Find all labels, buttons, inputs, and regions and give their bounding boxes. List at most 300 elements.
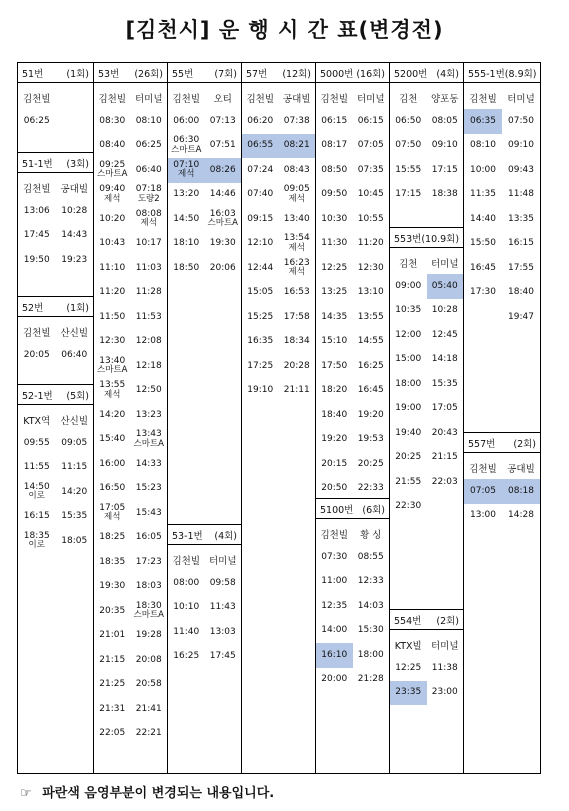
time-row xyxy=(316,330,389,355)
time-cell xyxy=(427,421,464,446)
footer-note xyxy=(20,782,274,801)
endpoint-label: 김천빌 xyxy=(22,94,51,105)
time-cell xyxy=(353,428,390,453)
route-column xyxy=(168,63,242,773)
departure-time: 22:30 xyxy=(395,501,422,511)
time-cell xyxy=(353,232,390,257)
time-cell xyxy=(56,529,94,554)
endpoints-row xyxy=(390,634,463,656)
route-header xyxy=(464,63,540,83)
departure-time: 06:40 xyxy=(61,349,88,360)
via-note: 제석 xyxy=(288,267,305,278)
departure-time: 13:54 xyxy=(283,233,310,244)
departure-time: 09:10 xyxy=(508,140,534,150)
via-note: 스마트A xyxy=(133,610,164,621)
endpoint-label: 김천 xyxy=(399,259,418,270)
route-number: 5100번 xyxy=(320,504,354,516)
time-cell xyxy=(168,620,205,645)
time-cell xyxy=(353,379,390,404)
time-cell xyxy=(353,354,390,379)
route-section xyxy=(390,609,463,705)
time-cell xyxy=(390,372,427,397)
time-cell xyxy=(316,134,353,159)
time-row xyxy=(390,421,463,446)
departure-time: 11:55 xyxy=(23,462,50,472)
via-note: 이로 xyxy=(28,540,45,551)
endpoints-row xyxy=(18,321,93,343)
time-cell xyxy=(242,256,279,281)
route-number: 51번 xyxy=(22,68,44,80)
time-row xyxy=(94,526,167,551)
time-row xyxy=(94,673,167,698)
endpoint-label: 공대빌 xyxy=(60,184,89,195)
time-row xyxy=(390,397,463,422)
route-column xyxy=(316,63,390,773)
time-row xyxy=(94,428,167,453)
departure-time: 07:18 xyxy=(135,184,162,195)
time-row xyxy=(464,109,540,134)
time-row xyxy=(316,183,389,208)
time-row xyxy=(94,452,167,477)
trip-count: (8.9회) xyxy=(504,68,537,80)
time-cell xyxy=(205,645,242,670)
time-row xyxy=(94,722,167,747)
departure-time: 14:33 xyxy=(135,458,162,469)
departure-time: 16:53 xyxy=(283,287,310,297)
departure-time: 10:45 xyxy=(357,189,384,199)
time-row xyxy=(316,158,389,183)
departure-time: 16:45 xyxy=(357,385,384,395)
trip-count: (7회) xyxy=(214,68,237,80)
departure-time: 23:35 xyxy=(395,687,422,697)
time-cell xyxy=(131,599,168,624)
time-cell xyxy=(316,594,353,619)
endpoints-row xyxy=(18,87,93,109)
time-cell xyxy=(427,470,464,495)
time-cell xyxy=(353,281,390,306)
time-cell xyxy=(390,397,427,422)
departure-time: 17:25 xyxy=(247,360,274,371)
route-number: 553번 xyxy=(394,233,422,245)
route-header xyxy=(168,63,241,83)
departure-time: 20:06 xyxy=(209,262,236,273)
time-row xyxy=(464,183,540,208)
pointing-hand-icon: ☞ xyxy=(20,786,32,801)
time-cell xyxy=(242,379,279,404)
departure-time: 21:15 xyxy=(431,452,458,462)
departure-time: 11:48 xyxy=(508,189,534,199)
time-row xyxy=(316,619,389,644)
departure-time: 17:05 xyxy=(99,502,126,513)
time-cell xyxy=(205,109,242,134)
time-cell xyxy=(464,183,502,208)
via-note: 스마트A xyxy=(97,169,128,180)
departure-time: 11:03 xyxy=(135,262,162,273)
route-column xyxy=(464,63,540,773)
route-header xyxy=(168,525,241,545)
route-section xyxy=(168,63,241,281)
departure-time: 11:30 xyxy=(321,238,348,248)
time-cell xyxy=(131,501,168,526)
departure-time: 08:55 xyxy=(357,551,384,562)
changed-time-cell xyxy=(316,643,353,668)
endpoints-row xyxy=(464,87,540,109)
departure-time: 13:20 xyxy=(173,189,200,199)
departure-time: 15:55 xyxy=(395,164,422,175)
departure-time: 06:25 xyxy=(135,140,162,150)
departure-time: 07:24 xyxy=(247,164,274,175)
route-number: 52-1번 xyxy=(22,390,53,402)
time-cell xyxy=(464,232,502,257)
time-cell xyxy=(279,379,316,404)
departure-time: 12:50 xyxy=(135,385,162,395)
time-cell xyxy=(131,648,168,673)
timetable-board xyxy=(17,62,541,774)
departure-time: 14:00 xyxy=(321,625,348,635)
time-cell xyxy=(316,619,353,644)
time-cell xyxy=(131,354,168,379)
route-section xyxy=(242,63,315,403)
time-cell xyxy=(279,256,316,281)
departure-time: 20:15 xyxy=(321,458,348,469)
endpoints-row xyxy=(94,87,167,109)
time-cell xyxy=(94,183,131,208)
route-column xyxy=(94,63,168,773)
departure-time: 20:28 xyxy=(283,360,310,371)
time-cell xyxy=(94,281,131,306)
departure-time: 12:35 xyxy=(321,600,348,611)
time-cell xyxy=(279,354,316,379)
time-cell xyxy=(131,232,168,257)
time-row xyxy=(18,343,93,368)
time-cell xyxy=(94,550,131,575)
route-header xyxy=(242,63,315,83)
endpoint-label: 터미널 xyxy=(507,94,535,105)
time-cell xyxy=(205,134,242,159)
departure-time: 17:05 xyxy=(431,403,458,413)
time-cell xyxy=(279,330,316,355)
endpoints-row xyxy=(316,87,389,109)
endpoints-row xyxy=(168,87,241,109)
page-title: [김천시] 운 행 시 간 표(변경전) xyxy=(125,18,444,42)
departure-time: 06:40 xyxy=(135,164,162,175)
departure-time: 08:18 xyxy=(508,485,534,496)
time-cell xyxy=(56,505,94,530)
time-cell xyxy=(279,232,316,257)
endpoint-label: KTX역 xyxy=(23,416,51,427)
time-cell xyxy=(56,480,94,505)
time-cell xyxy=(94,428,131,453)
departure-time: 21:55 xyxy=(395,476,422,487)
time-cell xyxy=(18,248,56,273)
departure-time: 11:28 xyxy=(135,287,162,297)
time-cell xyxy=(427,158,464,183)
departure-time: 19:30 xyxy=(99,581,126,591)
departure-time: 09:05 xyxy=(61,437,88,448)
departure-time: 07:50 xyxy=(395,140,422,150)
time-cell xyxy=(18,456,56,481)
departure-time: 17:15 xyxy=(395,189,422,199)
trip-count: (10.9회) xyxy=(421,233,460,245)
departure-time: 15:00 xyxy=(395,354,422,364)
departure-time: 15:50 xyxy=(470,238,496,248)
time-row xyxy=(18,248,93,273)
time-cell xyxy=(390,421,427,446)
endpoint-label: 김천빌 xyxy=(98,94,127,105)
time-cell xyxy=(131,281,168,306)
departure-time: 12:45 xyxy=(431,329,458,340)
time-row xyxy=(94,256,167,281)
time-row xyxy=(390,323,463,348)
departure-time: 18:25 xyxy=(99,532,126,542)
departure-time: 06:15 xyxy=(321,115,348,126)
departure-time: 08:10 xyxy=(470,140,496,150)
departure-time: 14:40 xyxy=(470,213,496,224)
time-row xyxy=(18,456,93,481)
departure-time: 08:40 xyxy=(99,140,126,150)
time-row xyxy=(390,495,463,520)
trip-count: (1회) xyxy=(66,68,89,80)
departure-time: 07:13 xyxy=(209,115,236,126)
via-note: 스마트A xyxy=(171,144,202,155)
route-number: 52번 xyxy=(22,302,44,314)
departure-time: 06:30 xyxy=(173,135,200,146)
time-cell xyxy=(205,207,242,232)
time-row xyxy=(94,232,167,257)
departure-time: 18:05 xyxy=(61,535,88,546)
endpoints-row xyxy=(390,252,463,274)
departure-time: 09:58 xyxy=(209,577,236,588)
time-row xyxy=(94,697,167,722)
time-cell xyxy=(502,504,540,529)
departure-time: 10:00 xyxy=(470,164,496,175)
departure-time: 21:28 xyxy=(357,674,384,684)
time-cell xyxy=(390,134,427,159)
time-cell xyxy=(131,256,168,281)
time-row xyxy=(390,109,463,134)
time-row xyxy=(316,545,389,570)
time-cell xyxy=(242,330,279,355)
time-row xyxy=(168,645,241,670)
time-cell xyxy=(242,305,279,330)
time-row xyxy=(94,134,167,159)
time-cell xyxy=(168,232,205,257)
time-cell xyxy=(131,134,168,159)
time-cell xyxy=(205,256,242,281)
time-row xyxy=(168,207,241,232)
departure-time: 07:30 xyxy=(321,551,348,562)
time-cell xyxy=(94,256,131,281)
departure-time: 08:26 xyxy=(209,164,236,175)
endpoint-label: 터미널 xyxy=(430,259,459,270)
departure-time: 20:43 xyxy=(431,427,458,438)
time-cell xyxy=(131,403,168,428)
time-cell xyxy=(18,343,56,368)
departure-time: 07:35 xyxy=(357,164,384,175)
departure-time: 19:00 xyxy=(395,403,422,413)
via-note: 스마트A xyxy=(97,365,128,376)
departure-time: 15:35 xyxy=(61,511,88,521)
time-row xyxy=(464,281,540,306)
time-cell xyxy=(279,109,316,134)
time-cell xyxy=(427,495,464,520)
time-row xyxy=(316,354,389,379)
time-cell xyxy=(316,428,353,453)
trip-count: (2회) xyxy=(436,615,459,627)
route-number: 557번 xyxy=(468,438,496,450)
endpoint-label: 양포동 xyxy=(430,94,459,105)
time-row xyxy=(390,134,463,159)
endpoint-label: 김천빌 xyxy=(469,94,497,105)
departure-time: 18:00 xyxy=(395,378,422,389)
departure-time: 13:00 xyxy=(470,510,496,520)
departure-time: 06:15 xyxy=(357,115,384,126)
via-note: 제석 xyxy=(178,169,195,180)
departure-time: 18:10 xyxy=(173,238,200,248)
route-number: 5200번 xyxy=(394,68,428,80)
departure-time: 16:25 xyxy=(357,360,384,371)
time-cell xyxy=(353,256,390,281)
time-row xyxy=(242,134,315,159)
departure-time: 09:00 xyxy=(395,280,422,291)
time-cell xyxy=(390,299,427,324)
departure-time: 08:21 xyxy=(283,140,310,150)
trip-count: (16회) xyxy=(356,68,385,80)
departure-time: 06:20 xyxy=(247,115,274,126)
departure-time: 17:50 xyxy=(321,360,348,371)
time-cell xyxy=(502,134,540,159)
time-cell xyxy=(56,224,94,249)
departure-time: 14:55 xyxy=(357,336,384,346)
departure-time: 22:33 xyxy=(357,483,384,493)
departure-time: 19:53 xyxy=(357,434,384,444)
departure-time: 07:05 xyxy=(357,140,384,150)
time-cell xyxy=(279,305,316,330)
departure-time: 13:40 xyxy=(283,213,310,224)
departure-time: 21:11 xyxy=(283,385,310,395)
time-cell xyxy=(502,109,540,134)
departure-time: 14:46 xyxy=(209,189,236,199)
endpoint-label: 김천 xyxy=(399,94,418,105)
departure-time: 11:53 xyxy=(135,311,162,322)
time-cell xyxy=(242,354,279,379)
time-cell xyxy=(131,207,168,232)
time-row xyxy=(316,134,389,159)
time-row xyxy=(168,183,241,208)
departure-time: 19:10 xyxy=(247,385,274,395)
departure-time: 21:31 xyxy=(99,703,126,714)
departure-time: 21:25 xyxy=(99,679,126,689)
time-cell xyxy=(94,232,131,257)
departure-time: 17:30 xyxy=(470,287,496,297)
time-row xyxy=(94,330,167,355)
endpoint-label: 터미널 xyxy=(356,94,385,105)
endpoint-label: 터미널 xyxy=(430,641,459,652)
time-row xyxy=(316,109,389,134)
changed-time-cell xyxy=(242,134,279,159)
time-cell xyxy=(242,207,279,232)
route-section xyxy=(390,63,463,207)
departure-time: 11:40 xyxy=(173,626,200,637)
departure-time: 18:40 xyxy=(321,409,348,420)
departure-time: 15:40 xyxy=(99,434,126,444)
via-note: 제석 xyxy=(288,242,305,253)
time-cell xyxy=(464,504,502,529)
departure-time: 18:30 xyxy=(135,600,162,611)
route-column xyxy=(242,63,316,773)
route-header xyxy=(18,297,93,317)
time-cell xyxy=(353,643,390,668)
endpoint-label: 황 싱 xyxy=(360,530,382,541)
time-cell xyxy=(18,431,56,456)
time-cell xyxy=(427,134,464,159)
departure-time: 09:40 xyxy=(99,184,126,195)
time-cell xyxy=(316,545,353,570)
departure-time: 16:15 xyxy=(508,238,534,248)
time-cell xyxy=(316,109,353,134)
route-header xyxy=(316,63,389,83)
time-cell xyxy=(427,348,464,373)
time-row xyxy=(390,446,463,471)
departure-time: 14:35 xyxy=(321,311,348,322)
trip-count: (4회) xyxy=(214,530,237,542)
departure-time: 07:10 xyxy=(173,159,200,170)
route-section xyxy=(94,63,167,746)
departure-time: 08:08 xyxy=(135,208,162,219)
departure-time: 09:25 xyxy=(99,159,126,170)
time-cell xyxy=(242,183,279,208)
endpoints-row xyxy=(168,549,241,571)
time-cell xyxy=(502,281,540,306)
departure-time: 22:21 xyxy=(135,728,162,738)
time-row xyxy=(242,305,315,330)
time-cell xyxy=(205,571,242,596)
departure-time: 14:20 xyxy=(99,409,126,420)
time-cell xyxy=(94,330,131,355)
departure-time: 14:50 xyxy=(173,213,200,224)
route-header xyxy=(316,499,389,519)
route-section xyxy=(18,296,93,368)
time-cell xyxy=(464,256,502,281)
time-cell xyxy=(316,207,353,232)
departure-time: 09:15 xyxy=(247,213,274,224)
departure-time: 09:50 xyxy=(321,189,348,199)
departure-time: 14:18 xyxy=(431,354,458,364)
trip-count: (26회) xyxy=(134,68,163,80)
departure-time: 16:35 xyxy=(247,336,274,346)
departure-time: 14:28 xyxy=(508,510,534,520)
departure-time: 15:23 xyxy=(135,483,162,493)
departure-time: 19:20 xyxy=(357,409,384,420)
departure-time: 12:44 xyxy=(247,262,274,273)
time-row xyxy=(464,134,540,159)
changed-time-cell xyxy=(464,479,502,504)
departure-time: 12:30 xyxy=(357,262,384,273)
time-cell xyxy=(94,158,131,183)
time-cell xyxy=(94,673,131,698)
time-cell xyxy=(390,274,427,299)
time-cell xyxy=(205,232,242,257)
departure-time: 17:45 xyxy=(23,230,50,240)
time-row xyxy=(94,477,167,502)
departure-time: 07:50 xyxy=(508,115,534,126)
time-cell xyxy=(94,526,131,551)
route-section xyxy=(316,498,389,692)
endpoint-label: 김천빌 xyxy=(320,530,349,541)
time-cell xyxy=(427,372,464,397)
route-number: 53-1번 xyxy=(172,530,203,542)
departure-time: 18:35 xyxy=(99,556,126,567)
